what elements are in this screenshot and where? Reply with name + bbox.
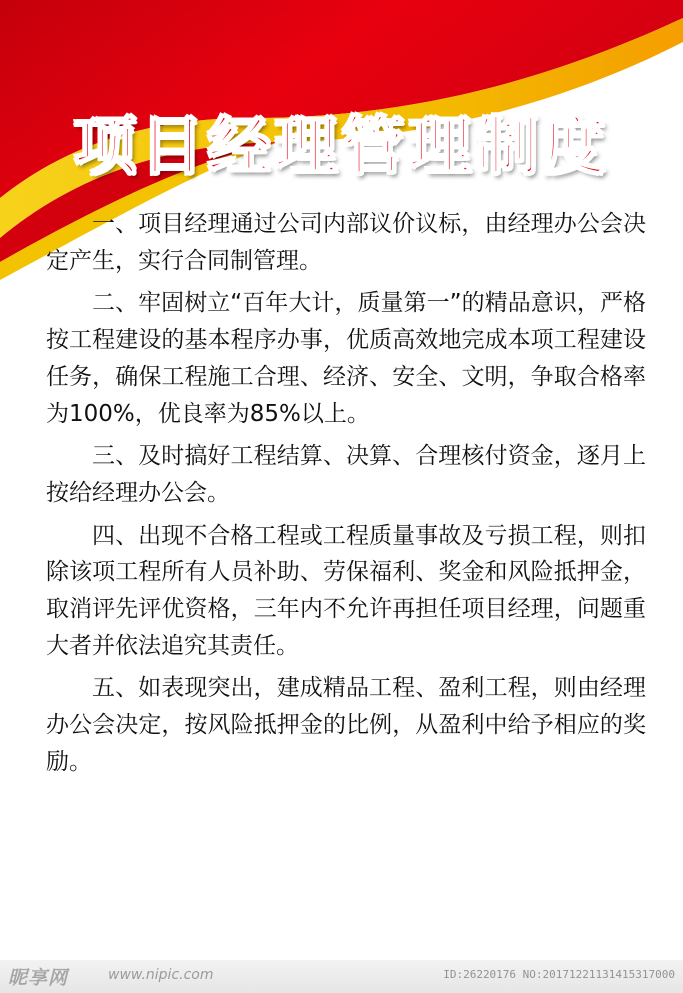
watermark-logo: 昵享网: [8, 967, 69, 989]
regulation-body: [46, 206, 646, 787]
paragraph-3: 三、及时搞好工程结算、决算、合理核付资金，逐月上按给经理办公会。: [46, 443, 646, 506]
paragraph-4: 四、出现不合格工程或工程质量事故及亏损工程，则扣除该项工程所有人员补助、劳保福利、奖金和风险抵押金，取消评先评优资格，三年内不允许再担任项目经理，问题重大者并依法追究其责任。: [46, 522, 646, 659]
page-title: 项目经理管理制度: [73, 110, 610, 183]
watermark-url: www.nipic.com: [108, 967, 214, 983]
paragraph-1: 一、项目经理通过公司内部议价议标，由经理办公会决定产生，实行合同制管理。: [46, 211, 646, 274]
watermark-id: ID:26220176 NO:20171221131415317000: [443, 968, 675, 981]
paragraph-5: 五、如表现突出，建成精品工程、盈利工程，则由经理办公会决定，按风险抵押金的比例，从盈利中给予相应的奖励。: [46, 675, 646, 775]
paragraph-2: 二、牢固树立“百年大计，质量第一”的精品意识，严格按工程建设的基本程序办事，优质高效地完成本项工程建设任务，确保工程施工合理、经济、安全、文明，争取合格率为100%，优良率为85%以上。: [46, 290, 646, 427]
watermark-bar: [0, 960, 683, 993]
